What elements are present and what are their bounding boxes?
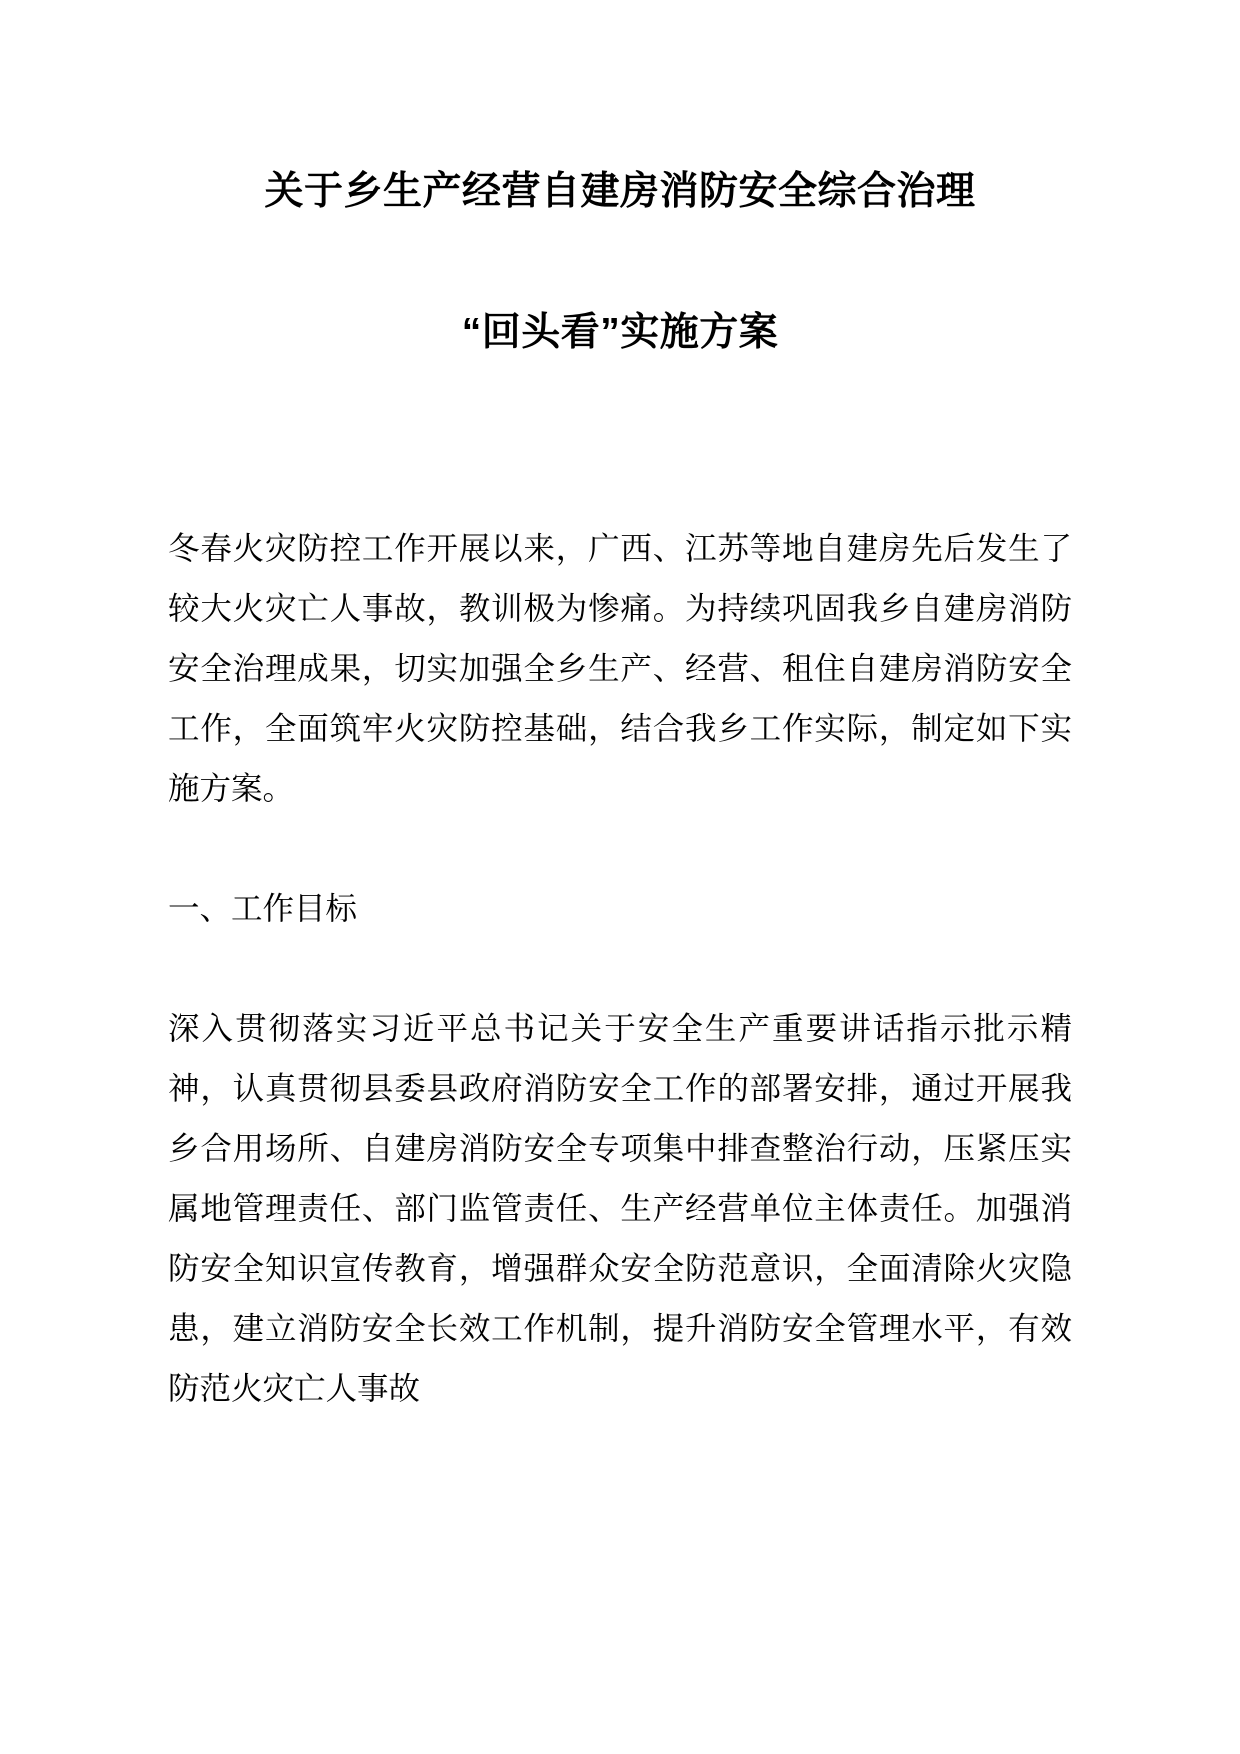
document-title-line-2: “回头看”实施方案 [461,310,779,354]
document-title [168,168,1072,358]
section-heading-work-objectives: 一、工作目标 [168,889,358,926]
document-body [168,518,1072,1418]
intro-paragraph: 冬春火灾防控工作开展以来，广西、江苏等地自建房先后发生了较大火灾亡人事故，教训极为惨痛。为持续巩固我乡自建房消防安全治理成果，切实加强全乡生产、经营、租住自建房消防安全工作，全面筑牢火灾防控基础，结合我乡工作实际，制定如下实施方案。 [168,529,1072,806]
document-content [168,0,1072,1418]
section-work-objectives-paragraph: 深入贯彻落实习近平总书记关于安全生产重要讲话指示批示精神，认真贯彻县委县政府消防安全工作的部署安排，通过开展我乡合用场所、自建房消防安全专项集中排查整治行动，压紧压实属地管理责任、部门监管责任、生产经营单位主体责任。加强消防安全知识宣传教育，增强群众安全防范意识，全面清除火灾隐患，建立消防安全长效工作机制，提升消防安全管理水平，有效防范火灾亡人事故 [168,1009,1072,1406]
document-title-line-1: 关于乡生产经营自建房消防安全综合治理 [264,170,976,213]
